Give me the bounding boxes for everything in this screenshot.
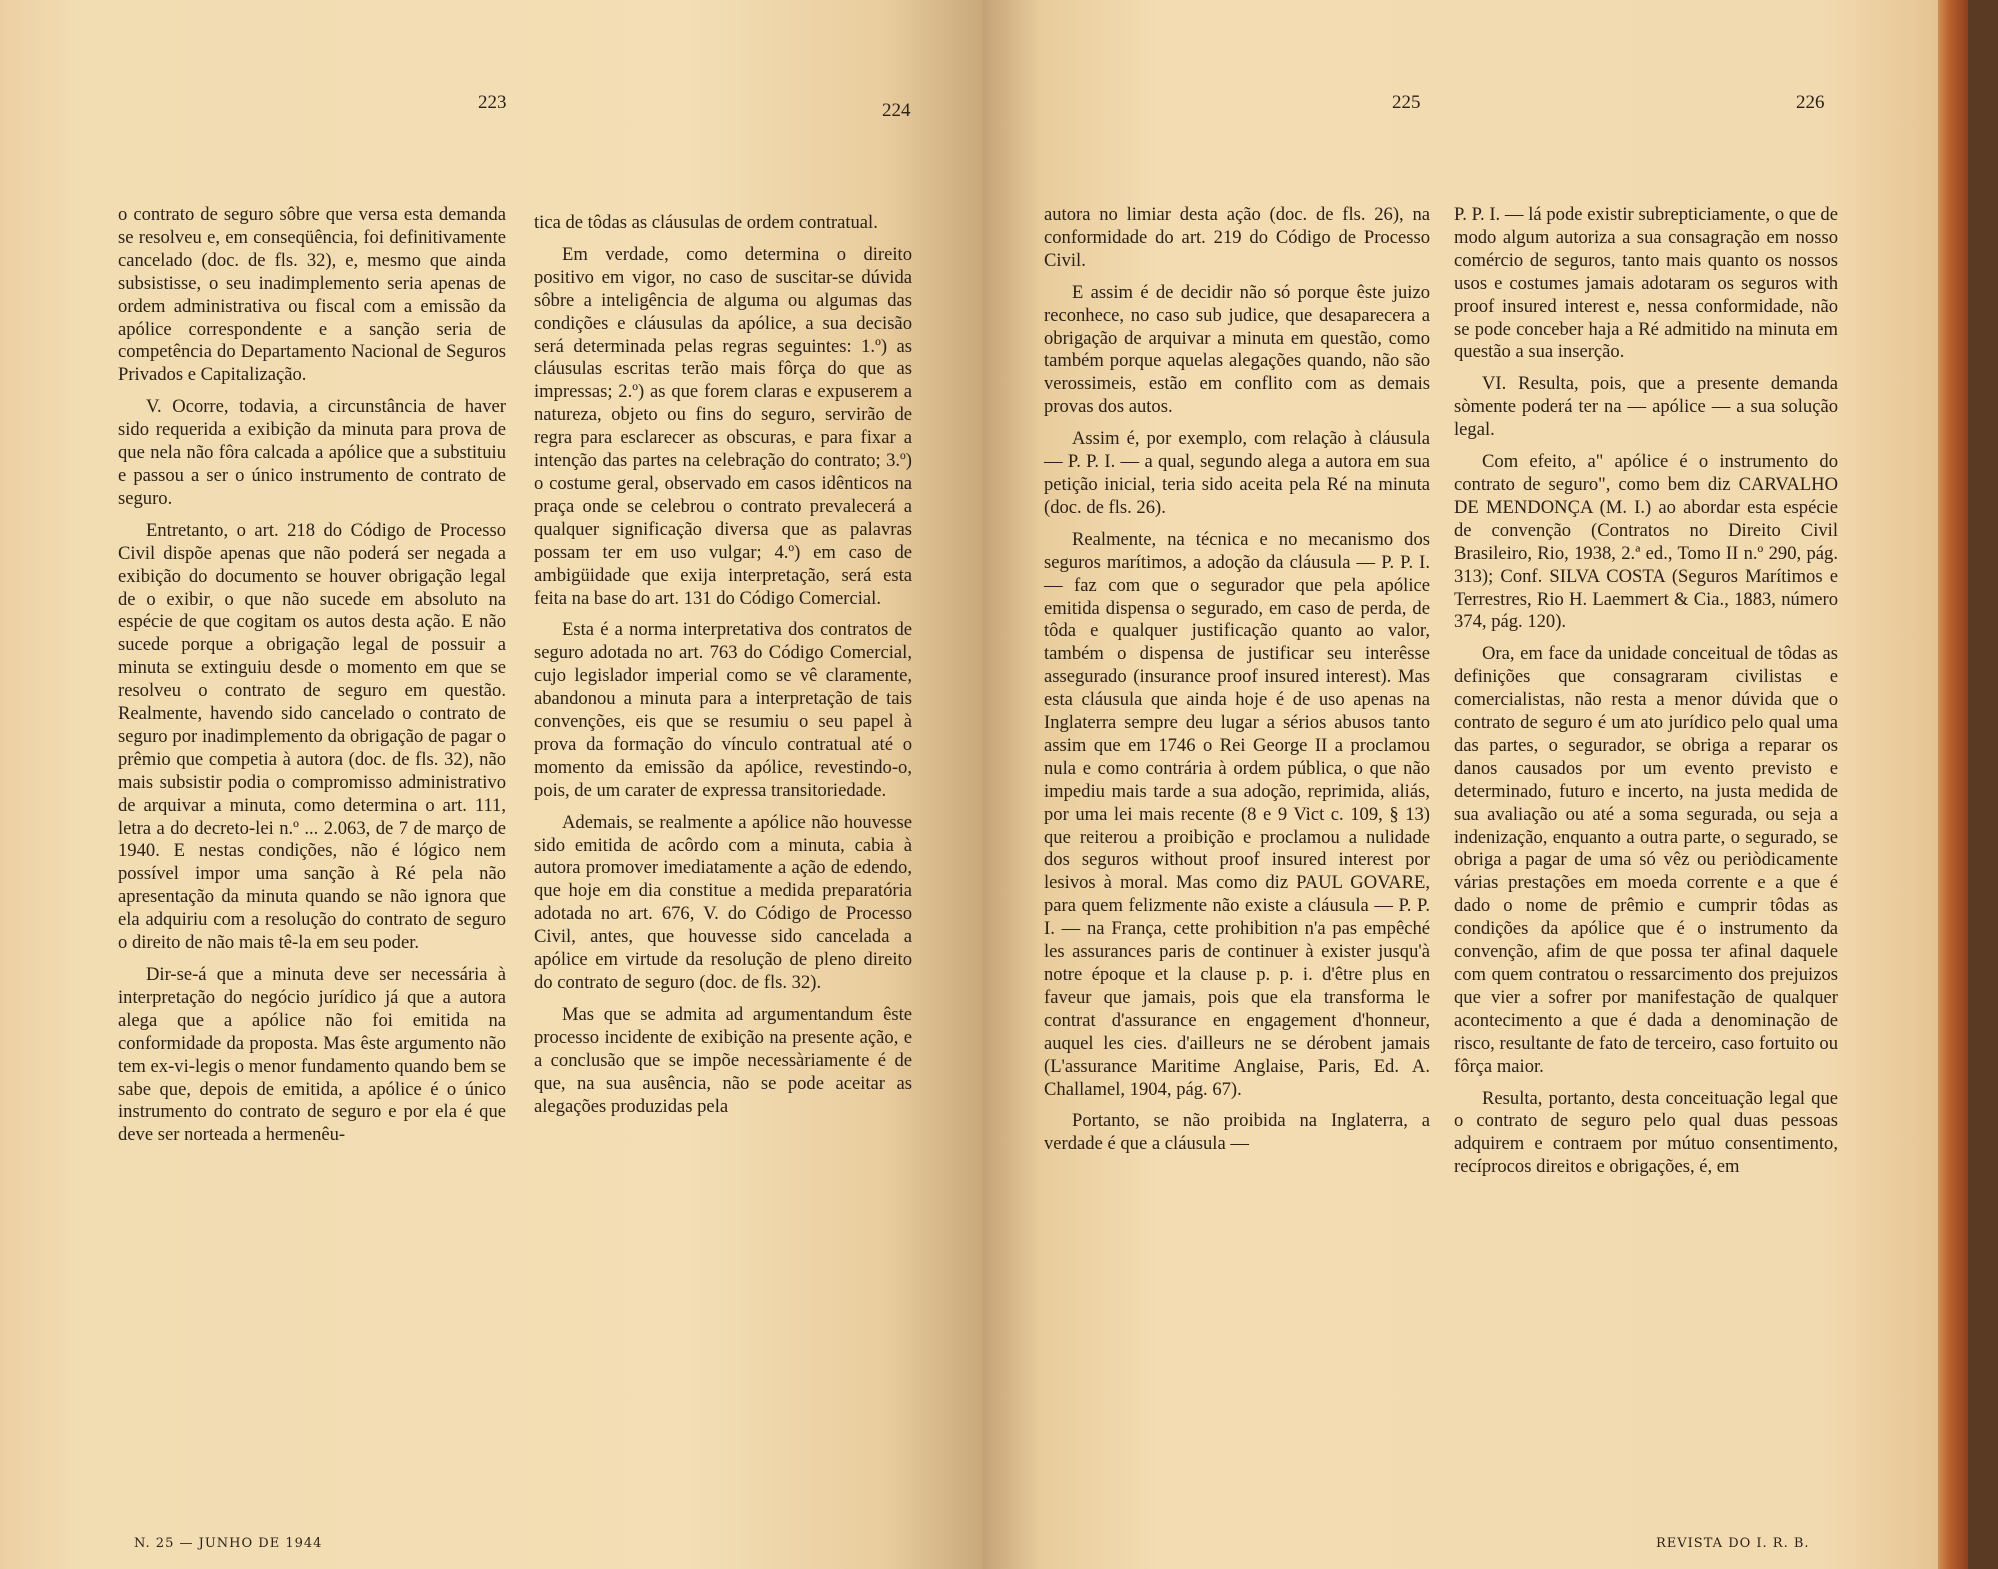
paragraph: V. Ocorre, todavia, a circunstância de haver sido requerida a exibição da minuta para prova de que nela não fôra calcada a apólice que a substituiu e passou a ser o único instrumento de contrato de seguro. [118, 396, 506, 509]
paragraph: Em verdade, como determina o direito positivo em vigor, no caso de suscitar-se dúvida sôbre a inteligência de alguma ou algumas das condições e cláusulas da apólice, a sua decisão será determinada pelas regras seguintes: 1.º) as cláusulas escritas terão mais fôrça do que as impressas; 2.º) as que forem claras e expuserem a natureza, objeto ou fins do seguro, servirão de regra para esclarecer as obscuras, e para fixar a intenção das partes na celebração do contrato; 3.º) o costume geral, observado em casos idênticos na praça onde se celebrou o contrato prevalecerá a qualquer significação diversa que as palavras possam ter em uso vulgar; 4.º) em caso de ambigüidade que exija interpretação, será esta feita na base do art. 131 do Código Comercial. [534, 243, 912, 609]
text-column-226 [1454, 204, 1838, 1179]
paragraph: Assim é, por exemplo, com relação à cláusula — P. P. I. — a qual, segundo alega a autora em sua petição inicial, teria sido aceita pela Ré na minuta (doc. de fls. 26). [1044, 428, 1430, 518]
right-page [982, 0, 1968, 1569]
paragraph: E assim é de decidir não só porque êste juizo reconhece, no caso sub judice, que desaparecera a obrigação de arquivar a minuta em questão, como também porque aquelas alegações quando, não são verossimeis, estão em conflito com as demais provas dos autos. [1044, 281, 1430, 418]
paragraph: Entretanto, o art. 218 do Código de Processo Civil dispõe apenas que não poderá ser negada a exibição do documento se houver obrigação legal de o exibir, o que não sucede em absoluto na espécie de que cogitam os autos desta ação. E não sucede porque a obrigação legal de possuir a minuta se extinguiu desde o momento em que se resolveu o contrato de seguro em questão. Realmente, havendo sido cancelado o contrato de seguro por inadimplemento da obrigação de pagar o prêmio que competia à autora (doc. de fls. 32), não mais subsistir podia o compromisso administrativo de arquivar a minuta, como determina o art. 111, letra a do decreto-lei n.º ... 2.063, de 7 de março de 1940. E nestas condições, não é lógico nem possível impor uma sanção à Ré pela não apresentação da minuta quando se não ignora que ela adquiriu com a resolução do contrato de seguro o direito de não mais tê-la em seu poder. [118, 519, 506, 954]
text-column-223 [118, 204, 506, 1147]
paragraph: Realmente, na técnica e no mecanismo dos seguros marítimos, a adoção da cláusula — P. P. I. — faz com que o segurador que pela apólice emitida dispensa o segurado, em caso de perda, de tôda e qualquer justificação quanto ao valor, também o dispensa de justificar seu interêsse assegurado (insurance proof insured interest). Mas esta cláusula que ainda hoje é de uso apenas na Inglaterra sempre deu lugar a sérios abusos tanto assim que em 1746 o Rei George II a proclamou nula e como contrária à ordem pública, o que não impediu mais tarde a sua adoção, reprimida, aliás, por uma lei mais recente (8 e 9 Vict c. 109, § 13) que reiterou a proibição e proclamou a nulidade dos seguros without proof insured interest por lesivos à moral. Mas como diz PAUL GOVARE, para quem felizmente não existe a cláusula — P. P. I. — na França, cette prohibition n'a pas empêché les assurances paris de continuer à exister jusqu'à notre époque et la clause p. p. i. d'être plus en faveur que jamais, pois que ela transforma le contrat d'assurance en engagement d'honneur, auquel les cies. d'ailleurs ne se dérobent jamais (L'assurance Maritime Anglaise, Paris, Ed. A. Challamel, 1904, pág. 67). [1044, 528, 1430, 1100]
page-edge [1938, 0, 1968, 1569]
footer-journal: REVISTA DO I. R. B. [1656, 1536, 1810, 1551]
page-number-224: 224 [882, 100, 911, 121]
footer-issue: N. 25 — JUNHO DE 1944 [134, 1536, 323, 1551]
paragraph: autora no limiar desta ação (doc. de fls. 26), na conformidade do art. 219 do Código de Processo Civil. [1044, 204, 1430, 271]
paragraph: VI. Resulta, pois, que a presente demanda sòmente poderá ter na — apólice — a sua solução legal. [1454, 373, 1838, 441]
paragraph: Resulta, portanto, desta conceituação legal que o contrato de seguro pelo qual duas pessoas adquirem e contraem por mútuo consentimento, recíprocos direitos e obrigações, é, em [1454, 1087, 1838, 1178]
paragraph: tica de tôdas as cláusulas de ordem contratual. [534, 212, 878, 233]
paragraph: Dir-se-á que a minuta deve ser necessária à interpretação do negócio jurídico já que a autora alega que a apólice não foi emitida na conformidade da proposta. Mas êste argumento não tem ex-vi-legis o menor fundamento quando bem se sabe que, depois de emitida, a apólice é o único instrumento do contrato de seguro e por ela é que deve ser norteada a hermenêu- [118, 964, 506, 1146]
page-number-225: 225 [1392, 92, 1421, 113]
paragraph: o contrato de seguro sôbre que versa esta demanda se resolveu e, em conseqüência, foi definitivamente cancelado (doc. de fls. 32), e, mesmo que ainda subsistisse, o seu inadimplemento seria apenas de ordem administrativa ou fiscal com a emissão da apólice correspondente e a sanção seria de competência do Departamento Nacional de Seguros Privados e Capitalização. [118, 204, 506, 386]
paragraph: Com efeito, a" apólice é o instrumento do contrato de seguro", como bem diz CARVALHO DE MENDONÇA (M. I.) ao abordar esta espécie de convenção (Contratos no Direito Civil Brasileiro, Rio, 1938, 2.ª ed., Tomo II n.º 290, pág. 313); Conf. SILVA COSTA (Seguros Marítimos e Terrestres, Rio H. Laemmert & Cia., 1883, número 374, pág. 120). [1454, 451, 1838, 633]
paragraph: P. P. I. — lá pode existir subrepticiamente, o que de modo algum autoriza a sua consagração em nosso comércio de seguros, tanto mais quanto os nossos usos e costumes jamais adotaram os seguros with proof insured interest e, nessa conformidade, não se pode conceber haja a Ré admitido na minuta em questão a sua inserção. [1454, 204, 1838, 363]
paragraph: Esta é a norma interpretativa dos contratos de seguro adotada no art. 763 do Código Comercial, cujo legislador imperial como se vê claramente, abandonou a minuta para a interpretação de tais convenções, eis que se resumiu o seu papel à prova da formação do vínculo contratual até o momento da emissão da apólice, revestindo-o, pois, de um carater de expressa transitoriedade. [534, 619, 912, 801]
paragraph: Portanto, se não proibida na Inglaterra, a verdade é que a cláusula — [1044, 1110, 1430, 1155]
paragraph: Mas que se admita ad argumentandum êste processo incidente de exibição na presente ação, e a conclusão que se impõe necessàriamente é de que, na sua ausência, não se pode aceitar as alegações produzidas pela [534, 1003, 912, 1117]
page-number-226: 226 [1796, 92, 1825, 113]
page-number-223: 223 [478, 92, 507, 113]
left-page [0, 0, 982, 1569]
paragraph: Ademais, se realmente a apólice não houvesse sido emitida de acôrdo com a minuta, cabia à autora promover imediatamente a ação de edendo, que hoje em dia constitue a medida preparatória adotada no art. 676, V. do Código de Processo Civil, antes, que houvesse sido cancelada a apólice em virtude da resolução de pleno direito do contrato de seguro (doc. de fls. 32). [534, 811, 912, 993]
text-column-224 [534, 212, 912, 1118]
text-column-225 [1044, 204, 1430, 1156]
paragraph: Ora, em face da unidade conceitual de tôdas as definições que consagraram civilistas e comercialistas, não resta a menor dúvida que o contrato de seguro é um ato jurídico pelo qual uma das partes, o segurador, se obriga a reparar os danos causados por um evento previsto e determinado, futuro e incerto, na justa medida de sua avaliação ou até a soma segurada, ou seja a indenização, enquanto a outra parte, o segurado, se obriga a pagar de uma só vêz ou periòdicamente várias prestações em moeda corrente e a que é dado o nome de prêmio e cumprir tôdas as condições da apólice que é o instrumento da convenção, afim de que possa ter afinal daquele com quem contratou o ressarcimento dos prejuizos que vier a sofrer por manifestação de qualquer acontecimento a que é dada a denominação de risco, resultante de fato de terceiro, caso fortuito ou fôrça maior. [1454, 643, 1838, 1077]
